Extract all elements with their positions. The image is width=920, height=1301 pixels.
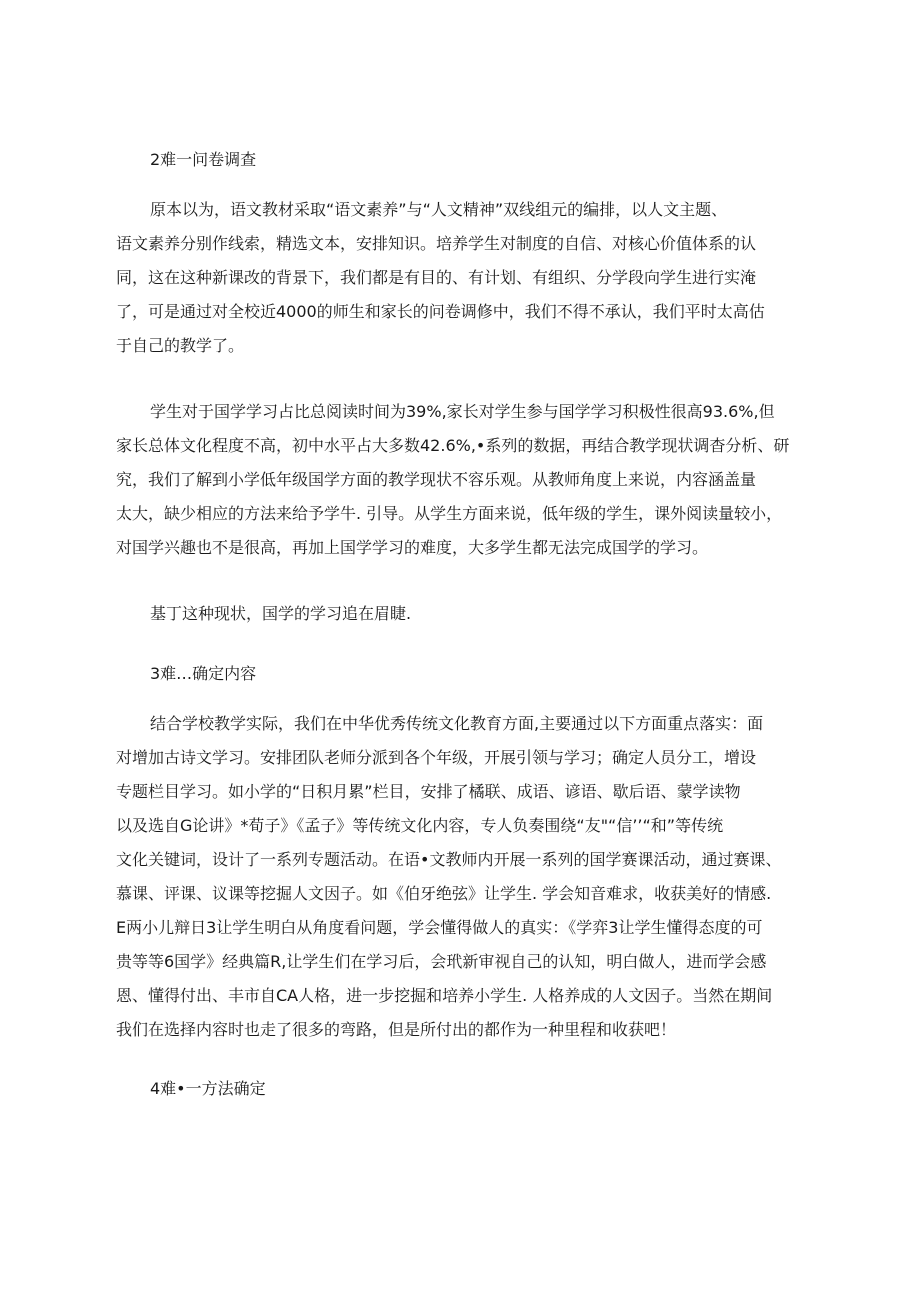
- paragraph-line: 家长总体文化程度不高，初中水平占大多数42.6%,•系列的数据，再结合教学现状调杳分析、研: [116, 436, 790, 455]
- paragraph-line: 了，可是通过对全校近4000的师生和家长的问卷调修中，我们不得不承认，我们平时太高估: [116, 302, 765, 321]
- paragraph-content-details: [116, 707, 806, 1047]
- paragraph-line: 对国学兴趣也不是很高，再加上国学学习的难度，大多学生都无法完成国学的学习。: [116, 538, 709, 557]
- paragraph-line: 贵等等6国学》经典篇R,让学生们在学习后，会玳新审视自己的认知，明白做人，进而学会感: [116, 952, 767, 971]
- paragraph-line: 结合学校教学实际，我们在中华优秀传统文化教育方面,主要通过以下方面重点落实：面: [150, 714, 764, 733]
- paragraph-line: 我们在选择内容时也走了很多的弯路，但是所付出的都作为一种里程和收获吧！: [116, 1020, 677, 1039]
- paragraph-line: E两小儿辩日3让学生明白从角度看问题，学会懂得做人的真实：《学弈3让学生懂得态度的可: [116, 918, 763, 937]
- paragraph-line: 以及选自G论讲》*荀子》《孟子》等传统文化内容，专人负奏围绕“友"“信’’“和”等传统: [116, 816, 724, 835]
- paragraph-line: 语文素养分别作线索，精选文本，安排知识。培养学生对制度的自信、对核心价值体系的认: [116, 234, 757, 253]
- paragraph-line: 学生对于国学学习占比总阅读时间为39%,家长对学生参与国学学习积极性很高93.6%,但: [150, 402, 775, 421]
- paragraph-line: 慕课、评课、议课等挖掘人文因子。如《伯牙绝弦》让学生. 学会知音难求，收获美好的情感.: [116, 884, 772, 903]
- paragraph-line: 专题栏目学习。如小学的“日积月累”栏目，安排了橘联、成语、谚语、歇后语、蒙学读物: [116, 782, 741, 801]
- paragraph-line: 文化关键词，设计了一系列专题活动。在语•文教师内开展一系列的国学赛课活动，通过赛课、: [116, 850, 782, 869]
- paragraph-line: 于自己的教学了。: [116, 336, 245, 355]
- section-heading-content: 3难…确定内容: [150, 664, 257, 683]
- paragraph-current-situation: [116, 597, 806, 631]
- paragraph-line: 太大，缺少相应的方法来给予学牛. 引导。从学生方面来说，低年级的学生，课外阅读量较小，: [116, 504, 783, 523]
- section-heading-method: 4难•一方法确定: [150, 1079, 266, 1098]
- paragraph-line: 原本以为，语文教材采取“语文素养”与“人文精神”双线组元的编排，以人文主题、: [150, 200, 728, 219]
- paragraph-questionnaire-intro: [116, 193, 806, 363]
- paragraph-line: 基丁这种现状，国学的学习追在眉睫.: [150, 604, 412, 623]
- paragraph-line: 恩、懂得付出、丰市自CA人格，进一步挖掘和培养小学生. 人格养成的人文因子。当然在期间: [116, 986, 773, 1005]
- paragraph-line: 同，这在这种新课改的背景下，我们都是有目的、有计划、有组织、分学段向学生进行实淹: [116, 268, 757, 287]
- paragraph-line: 究，我们了解到小学低年级国学方面的教学现状不容乐观。从教师角度上来说，内容涵盖量: [116, 470, 757, 489]
- section-heading-questionnaire: 2难一问卷调查: [150, 150, 257, 169]
- paragraph-survey-results: [116, 395, 806, 565]
- paragraph-line: 对增加古诗文学习。安排团队老师分派到各个年级，开展引领与学习；确定人员分工，增设: [116, 748, 757, 767]
